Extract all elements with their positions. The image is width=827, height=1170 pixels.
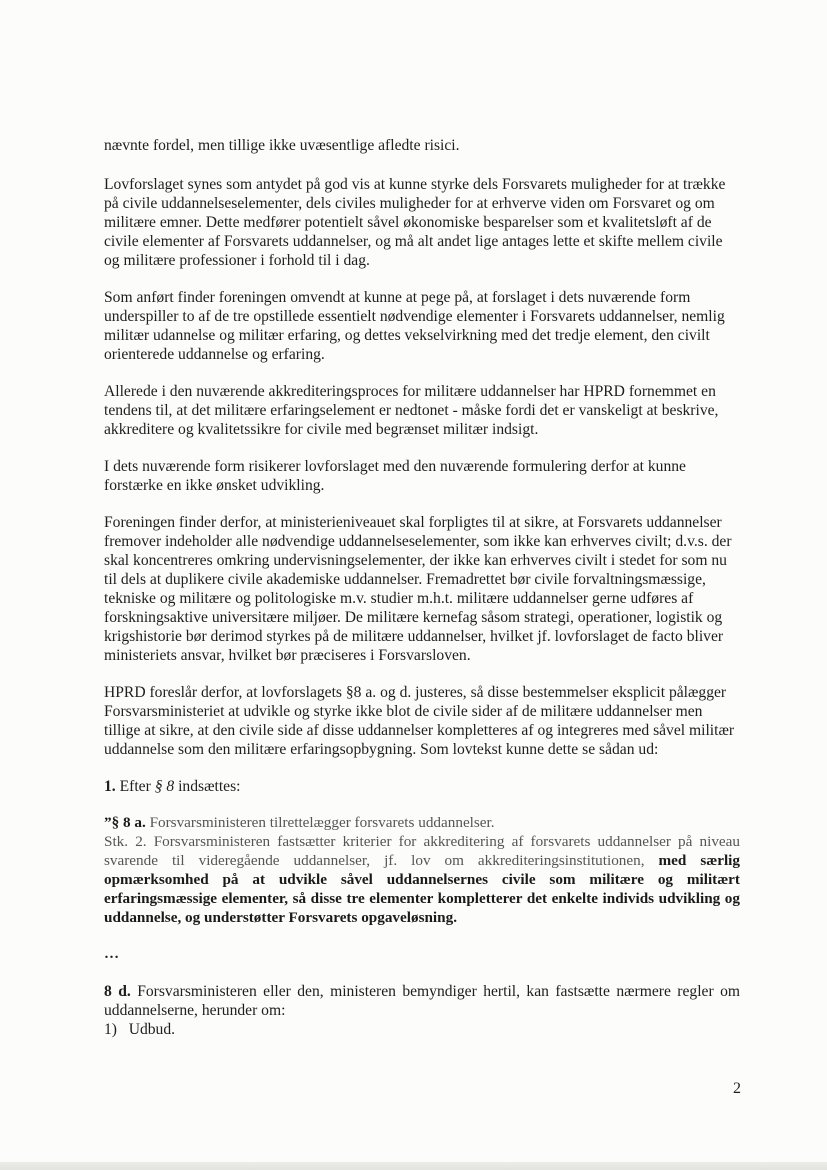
paragraph: Som anført finder foreningen omvendt at kunne at pege på, at forslaget i dets nuværende form underspiller to af de tre opstillede essentielt nødvendige elementer i Forsvarets uddannelser, nemlig militær udannelse og militær erfaring, og dettes vekselvirkning med det tredje element, den civilt orienterede uddannelse og erfaring. xyxy=(104,289,725,363)
paragraph: Foreningen finder derfor, at ministerieniveauet skal forpligtes til at sikre, at Forsvarets uddannelser fremover indeholder alle nødvendige uddannelseselementer, som ikke kan erhverves civilt; d.v.s. der skal koncentreres omkring undervisningselementer, der ikke kan erhverves civilt i stedet for som nu til dels at duplikere civile akademiske uddannelser. Fremadrettet bør civile forvaltningsmæssige, tekniske og militære og politologiske m.v. studier m.h.t. militære uddannelser gerne udføres af forskningsaktive universitære miljøer. De militære kernefag såsom strategi, operationer, logistik og krigshistorie bør derimod styrkes på de militære uddannelser, hvilket jf. lovforslaget de facto bliver ministeriets ansvar, hvilket bør præciseres i Forsvarsloven. xyxy=(104,514,732,664)
list-item-number: 1) xyxy=(104,1021,117,1038)
amendment-instruction xyxy=(104,777,740,796)
quote-stk-emphasis: med særlig opmærksomhed på at udvikle såvel uddannelsernes civile som militære og militært erfaringsmæssige elementer, så disse tre elementer kompletterer det enkelte individs udvikling og uddannelse, og understøtter Forsvarets opgaveløsning. xyxy=(104,852,740,926)
amendment-text-before: Efter xyxy=(119,778,151,795)
scan-edge xyxy=(0,1162,827,1170)
section-8d-text: Forsvarsministeren eller den, ministeren bemyndiger hertil, kan fastsætte nærmere regler om uddannelserne, herunder om: xyxy=(104,983,740,1019)
paragraph: Allerede i den nuværende akkrediteringsproces for militære uddannelser har HPRD fornemmet en tendens til, at det militære erfaringselement er nedtonet - måske fordi det er vanskeligt at beskrive, akkreditere og kvalitetssikre for civile med begrænset militær indsigt. xyxy=(104,383,719,438)
paragraph: nævnte fordel, men tillige ikke uvæsentlige afledte risici. xyxy=(104,137,460,154)
paragraph: Lovforslaget synes som antydet på god vis at kunne styrke dels Forsvarets muligheder for at trække på civile uddannelseselementer, dels civiles muligheder for at erhverve viden om Forsvaret og om militære emner. Dette medfører potentielt såvel økonomiske besparelser som et kvalitetsløft af de civile elementer af Forsvarets uddannelser, og må alt andet lige antages lette et skifte mellem civile og militære professioner i forhold til i dag. xyxy=(104,176,726,269)
list-item xyxy=(104,1020,740,1039)
paragraph: HPRD foreslår derfor, at lovforslagets §8 a. og d. justeres, så disse bestemmelser eksplicit pålægger Forsvarsministeriet at udvikle og styrke ikke blot de civile sider af de militære uddannelser men tillige at sikre, at den civile side af disse uddannelser kompletteres af og integreres med såvel militær uddannelse som den militære erfaringsopbygning. Som lovtekst kunne dette se sådan ud: xyxy=(104,684,735,758)
quote-section-label: ”§ 8 a. xyxy=(104,814,146,831)
amendment-text-after: indsættes: xyxy=(178,778,241,795)
amendment-section-ref: § 8 xyxy=(154,778,175,795)
amendment-number: 1. xyxy=(104,778,116,795)
section-8d-label: 8 d. xyxy=(104,983,131,1000)
paragraph: I dets nuværende form risikerer lovforslaget med den nuværende formulering derfor at kunne forstærke en ikke ønsket udvikling. xyxy=(104,458,686,494)
list-item-text: Udbud. xyxy=(128,1021,176,1038)
quote-heading-text: Forsvarsministeren tilrettelægger forsvarets uddannelser. xyxy=(149,814,495,831)
quote-heading xyxy=(104,813,740,832)
omission-ellipsis: … xyxy=(104,946,120,962)
section-8d xyxy=(104,982,740,1020)
document-body xyxy=(104,136,740,1039)
quote-stk-text: Stk. 2. Forsvarsministeren fastsætter kriterier for akkreditering af forsvarets uddannelser på niveau svarende til videregående uddannelser, jf. lov om akkrediteringsinstitutionen, xyxy=(104,833,740,869)
page-number: 2 xyxy=(733,1080,741,1097)
quote-stk xyxy=(104,832,740,927)
law-text-quote xyxy=(104,813,740,927)
